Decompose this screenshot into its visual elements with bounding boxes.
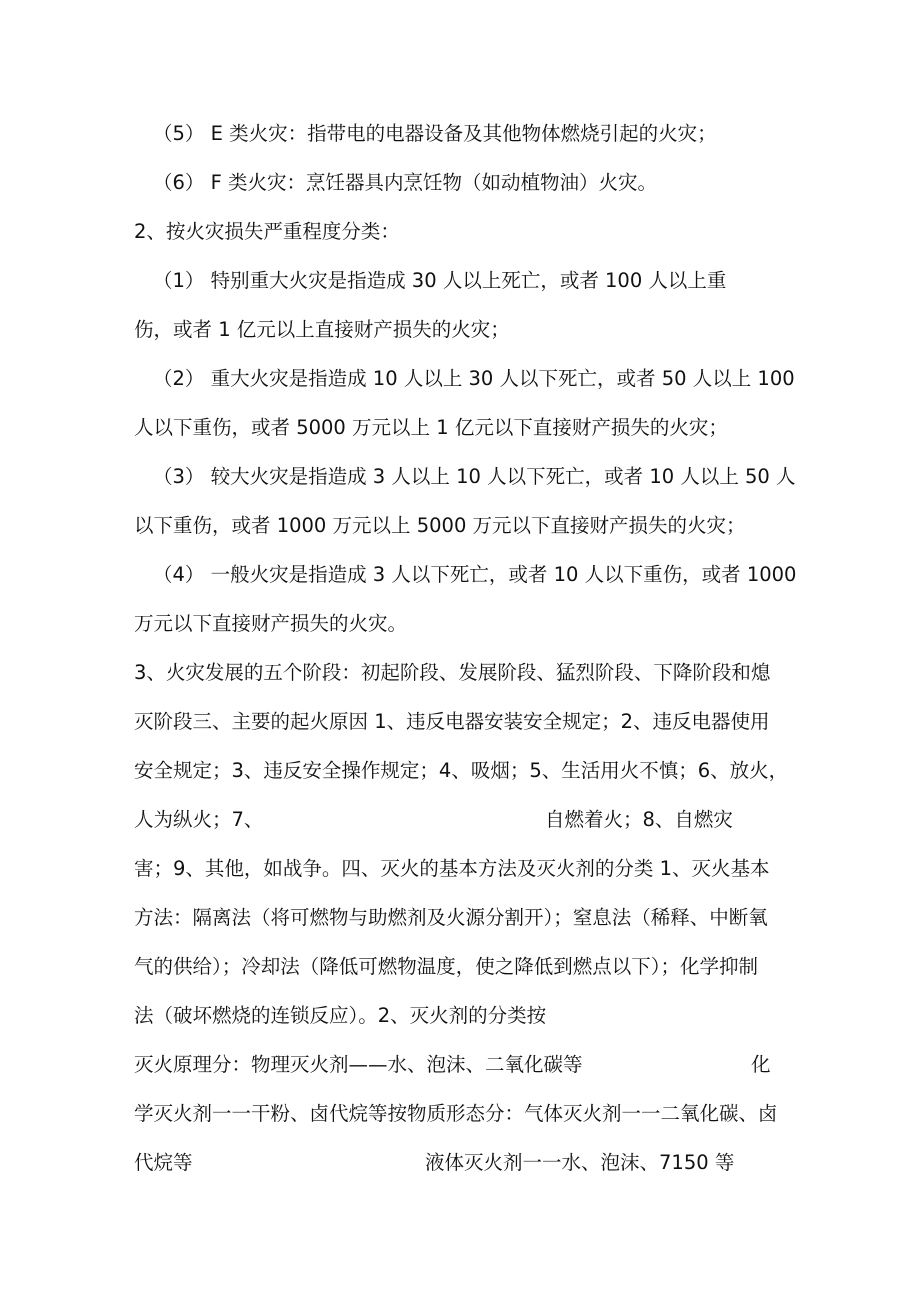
para-line-22b: 液体灭火剂一一水、泡沫、7150 等 — [425, 1151, 735, 1174]
para-line-21: 学灭火剂一一干粉、卤代烷等按物质形态分：气体灭火剂一一二氧化碳、卤 — [134, 1102, 778, 1125]
para-line-19: 法（破坏燃烧的连锁反应）。2、灭火剂的分类按 — [134, 1004, 547, 1027]
para-line-8: （3） 较大火灾是指造成 3 人以上 10 人以下死亡，或者 10 人以上 50 人 — [153, 465, 796, 488]
para-line-20b: 化 — [751, 1053, 771, 1076]
para-line-13: 灭阶段三、主要的起火原因 1、违反电器安装安全规定；2、违反电器使用 — [134, 710, 770, 733]
para-line-11: 万元以下直接财产损失的火灾。 — [134, 612, 408, 635]
para-line-22a: 代烷等 — [134, 1151, 193, 1174]
para-line-7: 人以下重伤，或者 5000 万元以上 1 亿元以下直接财产损失的火灾； — [134, 416, 728, 439]
para-line-17: 方法：隔离法（将可燃物与助燃剂及火源分割开）；窒息法（稀释、中断氧 — [134, 906, 768, 929]
para-line-4: （1） 特别重大火灾是指造成 30 人以上死亡，或者 100 人以上重 — [153, 269, 727, 292]
para-line-6: （2） 重大火灾是指造成 10 人以上 30 人以下死亡，或者 50 人以上 100 — [153, 367, 795, 390]
para-line-16: 害；9、其他，如战争。四、灭火的基本方法及灭火剂的分类 1、灭火基本 — [134, 857, 770, 880]
para-line-9: 以下重伤，或者 1000 万元以上 5000 万元以下直接财产损失的火灾； — [134, 514, 746, 537]
para-line-18: 气的供给）；冷却法（降低可燃物温度，使之降低到燃点以下）；化学抑制 — [134, 955, 759, 978]
section-heading-2: 2、按火灾损失严重程度分类： — [134, 220, 400, 243]
para-line-15a: 人为纵火；7、 — [134, 808, 264, 831]
para-line-20a: 灭火原理分：物理灭火剂——水、泡沫、二氧化碳等 — [134, 1053, 583, 1076]
section-heading-3: 3、火灾发展的五个阶段：初起阶段、发展阶段、猛烈阶段、下降阶段和熄 — [134, 661, 771, 684]
para-line-10: （4） 一般火灾是指造成 3 人以下死亡，或者 10 人以下重伤，或者 1000 — [153, 563, 797, 586]
para-line-5: 伤，或者 1 亿元以上直接财产损失的火灾； — [134, 318, 510, 341]
para-line-15b: 自燃着火；8、自燃灾 — [545, 808, 733, 831]
para-line-1: （5） E 类火灾：指带电的电器设备及其他物体燃烧引起的火灾； — [153, 122, 717, 145]
para-line-14: 安全规定；3、违反安全操作规定；4、吸烟；5、生活用火不慎；6、放火， — [134, 759, 789, 782]
para-line-2: （6） F 类火灾：烹饪器具内烹饪物（如动植物油）火灾。 — [153, 171, 658, 194]
